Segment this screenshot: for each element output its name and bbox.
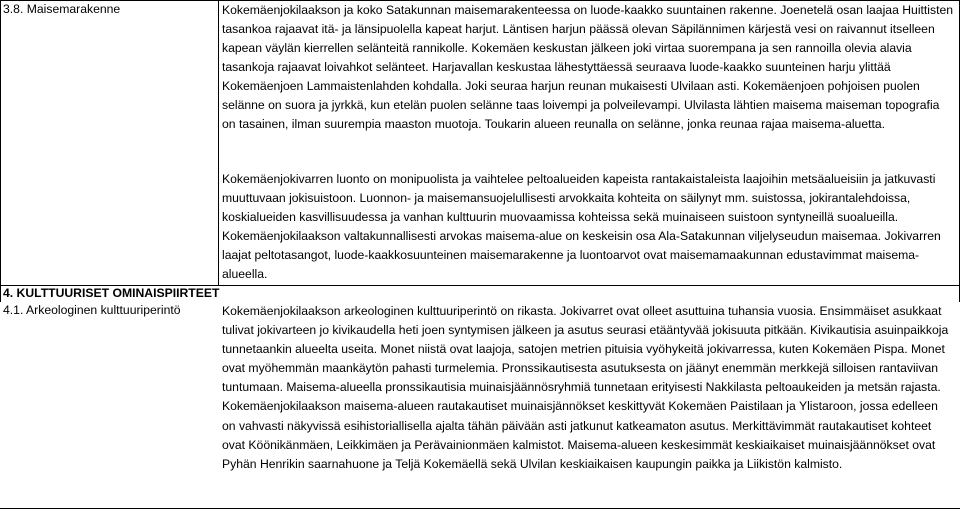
row-content [222, 1, 954, 284]
section-heading-row [0, 285, 960, 302]
paragraph: Kokemäenjokilaakson arkeologinen kulttuuriperintö on rikasta. Jokivarret ovat olleet asuttuina tuhansia vuosia. Ensimmäiset asukkaat tulivat jokivarteen jo kivikaudella heti joen syntymisen jälkeen ja asutus seurasi etääntyvää jokisuuta pitkään. Kivikautisia asuinpaikkoja tunnetaankin alueelta useita. Monet niistä ovat laajoja, satojen metrien pituisia vyöhykeitä jokivarressa, kuten Kokemäen Pispa. Monet ovat myöhemmän maankäytön pahasti turmelemia. Pronssikautisesta asutuksesta on jäänyt enemmän merkkejä silloisen rantaviivan tuntumaan. Maisema-alueella pronssikautisia muinaisjäännösryhmiä tunnetaan erityisesti Nakkilasta peltoaukeiden ja metsän rajasta. Kokemäenjokilaakson maisema-alueen rautakautiset muinaisjännökset keskittyvät Kokemäen Paistilaan ja Ylistaroon, jossa edelleen on vahvasti näkyvissä esihistoriallisella ajalta tähän päivään asti jatkunut katkeamaton asutus. Merkittävimmät rautakautiset kohteet ovat Köönikänmäen, Leikkimäen ja Perävainionmäen kalmistot. Maisema-alueen keskesimmät keskiaikaiset muinaisjäännökset ovat Pyhän Henrikin saarnahuone ja Teljä Kokemäellä sekä Ulvilan keskiaikaisen kaupungin paikka ja Liikistön kalmisto. [222, 304, 949, 471]
row-label: 4.1. Arkeologinen kulttuuriperintö [3, 303, 181, 317]
paragraph: Kokemäenjokivarren luonto on monipuolista ja vaihtelee peltoalueiden kapeista rantakaistaleista laajoihin metsäalueisiin ja jatkuvasti muuttuvaan jokisuistoon. Luonnon- ja maisemansuojelullisesti arvokkaita kohteita on säilynyt mm. suistossa, jokirantalehdoissa, koskialueiden kasvillisuudessa ja vanhan kulttuurin muovaamissa kohteissa sekä muinaiseen suistoon syntyneillä suoalueilla. Kokemäenjokilaakson valtakunnallisesti arvokas maisema-alue on keskeisin osa Ala-Satakunnan viljelyseudun maisemaa. Jokivarren laajat peltotasangot, luode-kaakkosuunteinen maisemarakenne ja luontoarvot ovat maisemamaakunnan edustavimmat maisema-alueella. [222, 172, 941, 281]
row-label: 3.8. Maisemarakenne [3, 2, 121, 16]
section-heading: 4. KULTTUURISET OMINAISPIIRTEET [3, 286, 220, 300]
table-bottom-border [0, 508, 960, 509]
row-content [222, 302, 954, 474]
table-row-4-1 [0, 302, 960, 508]
paragraph: Kokemäenjokilaakson ja koko Satakunnan maisemarakenteessa on luode-kaakko suuntainen rakenne. Joenetelä osan laajaa Huittisten tasankoa rajaavat itä- ja länsipuolella kapeat harjut. Läntisen harjun päässä olevan Säpilännimen kärjestä vesi on raivannut itselleen kapean väylän kierrellen selänteitä rannikolle. Kokemäen keskustan jälkeen joki virtaa suorempana ja sen rannoilla olevia alavia tasankoja rajaavat loivahkot selänteet. Harjavallan keskustaa lähestyttäessä seuraava luode-kaakko suunteinen harju ylittää Kokemäenjoen Lammaistenlahden kohdalla. Joki seuraa harjun reunan mukaisesti Ulvilaan asti. Kokemäenjoen pohjoisen puolen selänne on suora ja jyrkkä, kun etelän puolen selänne taas loivempi ja polveilevampi. Ulvilasta lähtien maisema maiseman topografia on tasainen, ilman suurempia maaston muotoja. Toukarin alueen reunalla on selänne, jonka reunaa rajaa maisema-aluetta. [222, 3, 954, 131]
